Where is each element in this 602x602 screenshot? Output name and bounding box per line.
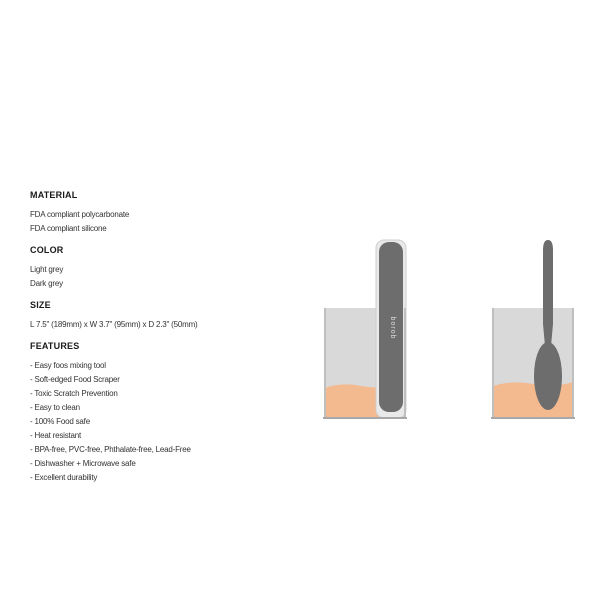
feature-item: - Heat resistant (30, 431, 82, 440)
material-line: FDA compliant silicone (30, 224, 107, 233)
features-heading: FEATURES (30, 341, 80, 351)
size-heading: SIZE (30, 300, 51, 310)
material-section (30, 189, 290, 236)
spoon-bowl (534, 342, 562, 410)
scraper-brand-text: borob (389, 316, 396, 340)
color-heading: COLOR (30, 245, 64, 255)
feature-item: - Toxic Scratch Prevention (30, 389, 118, 398)
feature-item: - BPA-free, PVC-free, Phthalate-free, Lead-Free (30, 445, 191, 454)
features-section (30, 340, 290, 485)
material-heading: MATERIAL (30, 190, 78, 200)
feature-item: - Soft-edged Food Scraper (30, 375, 120, 384)
material-line: FDA compliant polycarbonate (30, 210, 130, 219)
scraper-container-svg (321, 236, 411, 422)
feature-item: - Easy foos mixing tool (30, 361, 106, 370)
feature-item: - 100% Food safe (30, 417, 90, 426)
color-line: Light grey (30, 265, 64, 274)
feature-item: - Easy to clean (30, 403, 80, 412)
spoon-in-container-illustration (489, 236, 579, 422)
scraper-in-container-illustration (321, 236, 411, 422)
product-specs (30, 189, 290, 493)
spoon-container-svg (489, 236, 579, 422)
color-section (30, 244, 290, 291)
feature-item: - Excellent durability (30, 473, 98, 482)
color-line: Dark grey (30, 279, 63, 288)
feature-item: - Dishwasher + Microwave safe (30, 459, 136, 468)
size-section (30, 299, 290, 332)
size-line: L 7.5" (189mm) x W 3.7" (95mm) x D 2.3" (50mm) (30, 320, 198, 329)
spoon-handle (543, 240, 553, 346)
